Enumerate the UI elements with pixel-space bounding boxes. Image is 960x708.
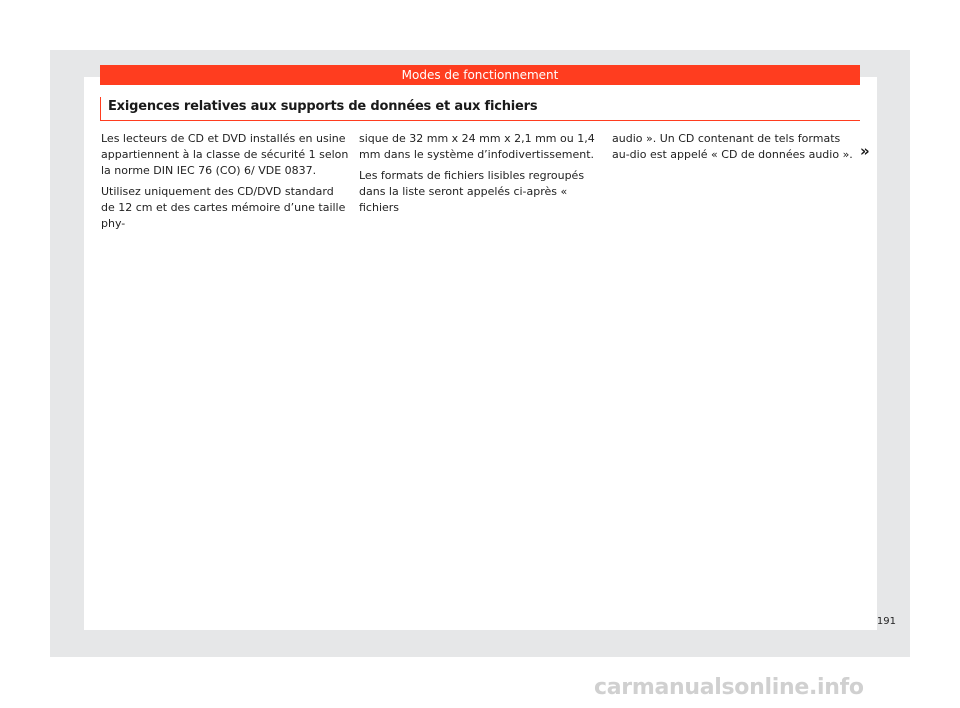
page-number: 191: [876, 616, 896, 627]
paragraph: audio ». Un CD contenant de tels formats au-dio est appelé « CD de données audio ».: [612, 132, 853, 161]
chapter-header: [100, 65, 860, 85]
chapter-title: Modes de fonctionnement: [401, 68, 559, 82]
paragraph: Les formats de fichiers lisibles regroupés dans la liste seront appelés ci-après « fichiers: [359, 169, 585, 214]
text-column-2: [359, 131, 607, 221]
watermark: carmanualsonline.info: [594, 675, 864, 700]
paragraph: Les lecteurs de CD et DVD installés en usine appartiennent à la classe de sécurité 1 selon la norme DIN IEC 76 (CO) 6/ VDE 0837.: [101, 132, 349, 177]
paragraph: sique de 32 mm x 24 mm x 2,1 mm ou 1,4 mm dans le système d’infodivertissement.: [359, 132, 595, 161]
paragraph: Utilisez uniquement des CD/DVD standard de 12 cm et des cartes mémoire d’une taille phy-: [101, 185, 346, 230]
text-column-1: [101, 131, 349, 237]
text-column-3: [612, 131, 860, 168]
section-heading: Exigences relatives aux supports de données et aux fichiers: [100, 97, 860, 121]
continue-icon: »: [860, 142, 870, 160]
